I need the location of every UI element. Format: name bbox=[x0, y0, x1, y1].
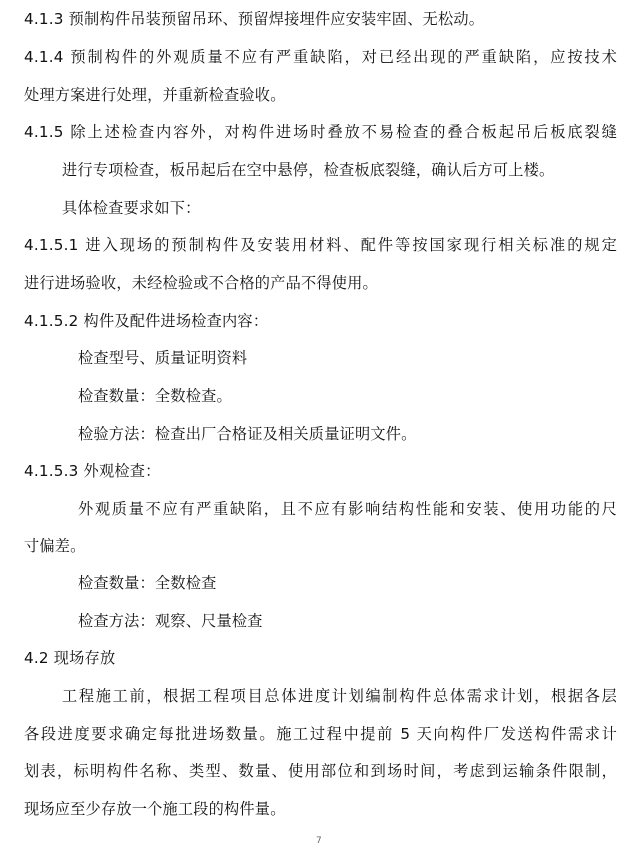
section-4-1-5-1-line-2: 进行进场验收，未经检验或不合格的产品不得使用。 bbox=[24, 274, 378, 292]
section-4-1-5-line-2: 进行专项检查，板吊起后在空中悬停，检查板底裂缝，确认后方可上楼。 bbox=[62, 161, 555, 179]
section-4-1-5-1-line-1: 4.1.5.1 进入现场的预制构件及安装用材料、配件等按国家现行相关标准的规定 bbox=[24, 236, 617, 254]
inspection-item-quantity: 检查数量：全数检查。 bbox=[78, 387, 232, 405]
appearance-item-quantity: 检查数量：全数检查 bbox=[78, 574, 217, 592]
appearance-item-method: 检查方法：观察、尺量检查 bbox=[78, 612, 263, 630]
storage-body-line-4: 现场应至少存放一个施工段的构件量。 bbox=[24, 800, 286, 818]
section-4-1-5-3-heading: 4.1.5.3 外观检查： bbox=[24, 462, 161, 480]
storage-body-line-3: 划表，标明构件名称、类型、数量、使用部位和到场时间，考虑到运输条件限制， bbox=[24, 762, 617, 780]
inspection-item-model: 检查型号、质量证明资料 bbox=[78, 349, 248, 367]
appearance-body-line-2: 寸偏差。 bbox=[24, 537, 86, 555]
requirements-intro: 具体检查要求如下： bbox=[62, 199, 201, 217]
section-4-2-heading: 4.2 现场存放 bbox=[24, 649, 116, 667]
appearance-body-line-1: 外观质量不应有严重缺陷，且不应有影响结构性能和安装、使用功能的尺 bbox=[78, 500, 617, 518]
storage-body-line-2: 各段进度要求确定每批进场数量。施工过程中提前 5 天向构件厂发送构件需求计 bbox=[24, 725, 617, 743]
storage-body-line-1: 工程施工前，根据工程项目总体进度计划编制构件总体需求计划，根据各层 bbox=[62, 687, 617, 705]
section-4-1-3: 4.1.3 预制构件吊装预留吊环、预留焊接埋件应安装牢固、无松动。 bbox=[24, 10, 485, 28]
inspection-item-method: 检验方法：检查出厂合格证及相关质量证明文件。 bbox=[78, 425, 417, 443]
section-4-1-4-line-2: 处理方案进行处理，并重新检查验收。 bbox=[24, 86, 286, 104]
section-4-1-4-line-1: 4.1.4 预制构件的外观质量不应有严重缺陷，对已经出现的严重缺陷，应按技术 bbox=[24, 48, 617, 66]
section-4-1-5-line-1: 4.1.5 除上述检查内容外，对构件进场时叠放不易检查的叠合板起吊后板底裂缝 bbox=[24, 123, 617, 141]
section-4-1-5-2-heading: 4.1.5.2 构件及配件进场检查内容： bbox=[24, 312, 269, 330]
page-number: 7 bbox=[316, 836, 322, 846]
